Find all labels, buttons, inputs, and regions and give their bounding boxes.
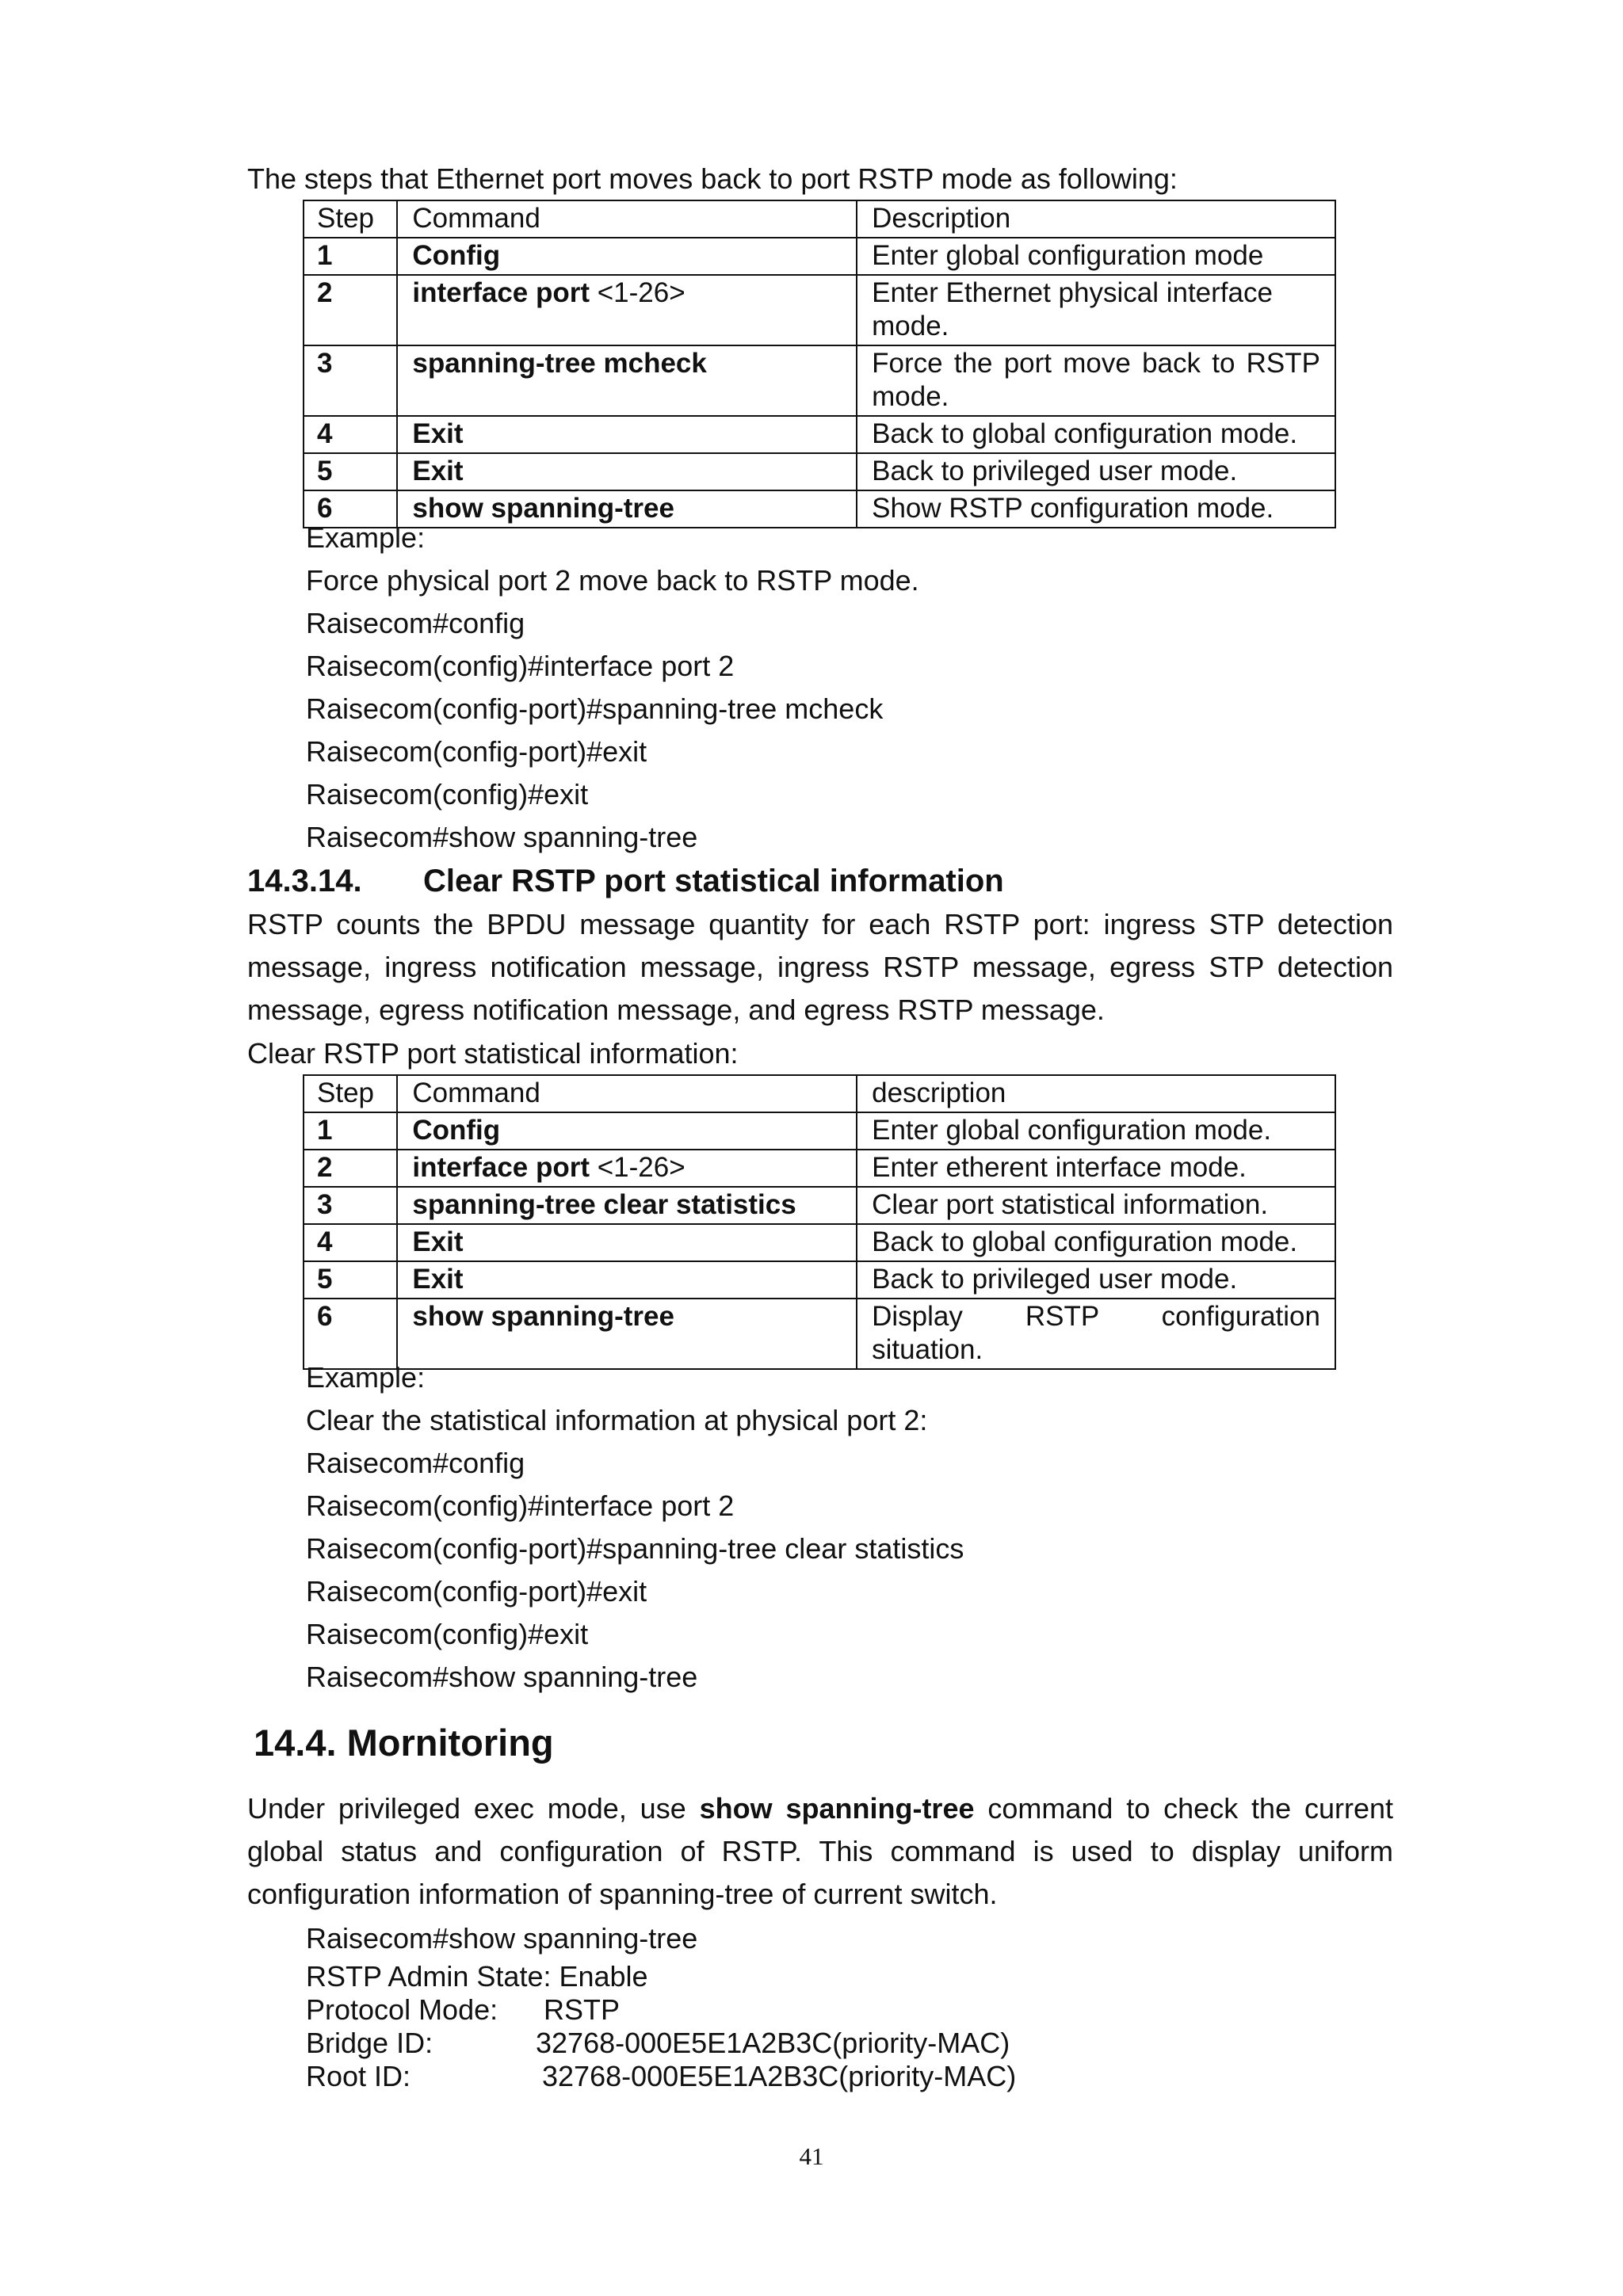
command-cell	[397, 1112, 857, 1150]
step-cell: 3	[304, 1187, 397, 1224]
step-cell: 1	[304, 238, 397, 275]
table-row	[304, 1187, 1335, 1224]
step-cell: 2	[304, 1150, 397, 1187]
table-row	[304, 345, 1335, 416]
step-cell: 6	[304, 490, 397, 528]
command-cell	[397, 1261, 857, 1299]
paragraph-line: RSTP counts the BPDU message quantity for each RSTP port: ingress STP detection	[247, 908, 1393, 940]
monitoring-paragraph	[247, 1787, 1393, 1916]
example-label: Example:	[306, 521, 426, 554]
command-cell	[397, 345, 857, 416]
header-description: description	[857, 1075, 1335, 1112]
example-label: Example:	[306, 1361, 426, 1394]
section-number: 14.3.14.	[247, 864, 362, 898]
table-row	[304, 1261, 1335, 1299]
command-text: Exit	[412, 1264, 464, 1295]
section-title: Clear RSTP port statistical information	[423, 864, 1004, 898]
example-block	[306, 517, 919, 859]
table-row	[304, 1112, 1335, 1150]
table-header-row	[304, 1075, 1335, 1112]
steps-table-rstp-mode	[303, 200, 1336, 528]
cli-line: Raisecom(config-port)#spanning-tree clear statistics	[306, 1532, 964, 1565]
command-cell	[397, 416, 857, 453]
output-value: RSTP	[544, 1993, 621, 2026]
table-row	[304, 238, 1335, 275]
command-cell	[397, 1150, 857, 1187]
step-cell: 3	[304, 345, 397, 416]
command-cell	[397, 238, 857, 275]
section-heading-monitoring: 14.4. Mornitoring	[254, 1722, 554, 1764]
output-label: Protocol Mode:	[306, 1993, 498, 2026]
command-text: interface port	[412, 1152, 590, 1183]
paragraph-line: message, ingress notification message, ingress RSTP message, egress STP detection	[247, 951, 1393, 983]
table-row	[304, 453, 1335, 490]
description-cell: Enter global configuration mode.	[857, 1112, 1335, 1150]
step-cell: 5	[304, 453, 397, 490]
command-text: Config	[412, 1115, 501, 1146]
output-value: 32768-000E5E1A2B3C(priority-MAC)	[536, 2027, 1010, 2059]
table-row	[304, 416, 1335, 453]
table-header-row	[304, 200, 1335, 238]
command-text: Exit	[412, 456, 464, 486]
cli-line: Raisecom#show spanning-tree	[306, 1661, 698, 1693]
output-value: 32768-000E5E1A2B3C(priority-MAC)	[542, 2060, 1017, 2092]
cli-output-line	[306, 1993, 1016, 2027]
step-cell: 4	[304, 1224, 397, 1261]
description-cell: Show RSTP configuration mode.	[857, 490, 1335, 528]
paragraph-text: Under privileged exec mode, use	[247, 1792, 700, 1825]
cli-line: Raisecom(config)#exit	[306, 1618, 589, 1650]
header-step: Step	[304, 1075, 397, 1112]
cli-line: Raisecom(config)#exit	[306, 778, 589, 810]
paragraph-line: message, egress notification message, and egress RSTP message.	[247, 994, 1105, 1026]
page-number: 41	[799, 2142, 824, 2170]
inline-command: show spanning-tree	[699, 1792, 975, 1825]
cli-line: Raisecom#config	[306, 1447, 525, 1479]
header-command: Command	[397, 1075, 857, 1112]
cli-line: Raisecom(config-port)#spanning-tree mcheck	[306, 692, 884, 725]
step-cell: 1	[304, 1112, 397, 1150]
command-text: show spanning-tree	[412, 493, 674, 524]
step-cell: 6	[304, 1299, 397, 1369]
section-paragraph	[247, 903, 1393, 1032]
description-cell: Display RSTP configuration situation.	[857, 1299, 1335, 1369]
cli-output-line: RSTP Admin State: Enable	[306, 1960, 648, 1993]
paragraph-line: configuration information of spanning-tree of current switch.	[247, 1878, 998, 1910]
table-row	[304, 275, 1335, 345]
example-description: Clear the statistical information at physical port 2:	[306, 1404, 928, 1436]
cli-line: Raisecom(config-port)#exit	[306, 1575, 647, 1608]
paragraph-text: command to check the current	[974, 1792, 1394, 1825]
table-intro-text: Clear RSTP port statistical information:	[247, 1037, 739, 1070]
intro-text: The steps that Ethernet port moves back to port RSTP mode as following:	[247, 162, 1178, 195]
cli-line: Raisecom(config)#interface port 2	[306, 1489, 735, 1522]
description-cell: Enter Ethernet physical interface mode.	[857, 275, 1335, 345]
output-label: Bridge ID:	[306, 2027, 433, 2059]
table-row	[304, 1150, 1335, 1187]
cli-output-line	[306, 2027, 1016, 2060]
steps-table-clear-statistics	[303, 1074, 1336, 1370]
command-text: interface port	[412, 277, 590, 308]
step-cell: 5	[304, 1261, 397, 1299]
step-cell: 2	[304, 275, 397, 345]
header-description: Description	[857, 200, 1335, 238]
command-cell	[397, 275, 857, 345]
header-command: Command	[397, 200, 857, 238]
description-cell: Back to privileged user mode.	[857, 453, 1335, 490]
command-cell	[397, 1187, 857, 1224]
cli-line: Raisecom#show spanning-tree	[306, 821, 698, 853]
cli-line: Raisecom(config)#interface port 2	[306, 650, 735, 682]
cli-line: Raisecom#show spanning-tree	[306, 1922, 698, 1955]
command-cell	[397, 453, 857, 490]
step-cell: 4	[304, 416, 397, 453]
command-cell	[397, 1224, 857, 1261]
example-block	[306, 1356, 964, 1699]
paragraph-line	[247, 1787, 1393, 1830]
description-cell: Back to privileged user mode.	[857, 1261, 1335, 1299]
description-cell: Back to global configuration mode.	[857, 1224, 1335, 1261]
example-description: Force physical port 2 move back to RSTP mode.	[306, 564, 919, 597]
section-heading	[247, 860, 1004, 902]
command-argument: <1-26>	[590, 1152, 685, 1183]
command-text: Config	[412, 240, 501, 271]
description-cell: Force the port move back to RSTP mode.	[857, 345, 1335, 416]
command-text: Exit	[412, 1226, 464, 1257]
command-text: spanning-tree clear statistics	[412, 1189, 796, 1220]
cli-line: Raisecom#config	[306, 607, 525, 639]
cli-output-line	[306, 2060, 1016, 2093]
header-step: Step	[304, 200, 397, 238]
command-text: spanning-tree mcheck	[412, 348, 707, 379]
output-label: Root ID:	[306, 2060, 411, 2092]
description-cell: Clear port statistical information.	[857, 1187, 1335, 1224]
description-cell: Enter global configuration mode	[857, 238, 1335, 275]
cli-line: Raisecom(config-port)#exit	[306, 735, 647, 768]
command-argument: <1-26>	[590, 277, 685, 308]
description-cell: Back to global configuration mode.	[857, 416, 1335, 453]
command-text: show spanning-tree	[412, 1301, 674, 1332]
cli-output-block	[306, 1917, 1016, 2093]
table-row	[304, 1224, 1335, 1261]
command-text: Exit	[412, 418, 464, 449]
description-cell: Enter etherent interface mode.	[857, 1150, 1335, 1187]
paragraph-line: global status and configuration of RSTP. This command is used to display uniform	[247, 1835, 1393, 1867]
